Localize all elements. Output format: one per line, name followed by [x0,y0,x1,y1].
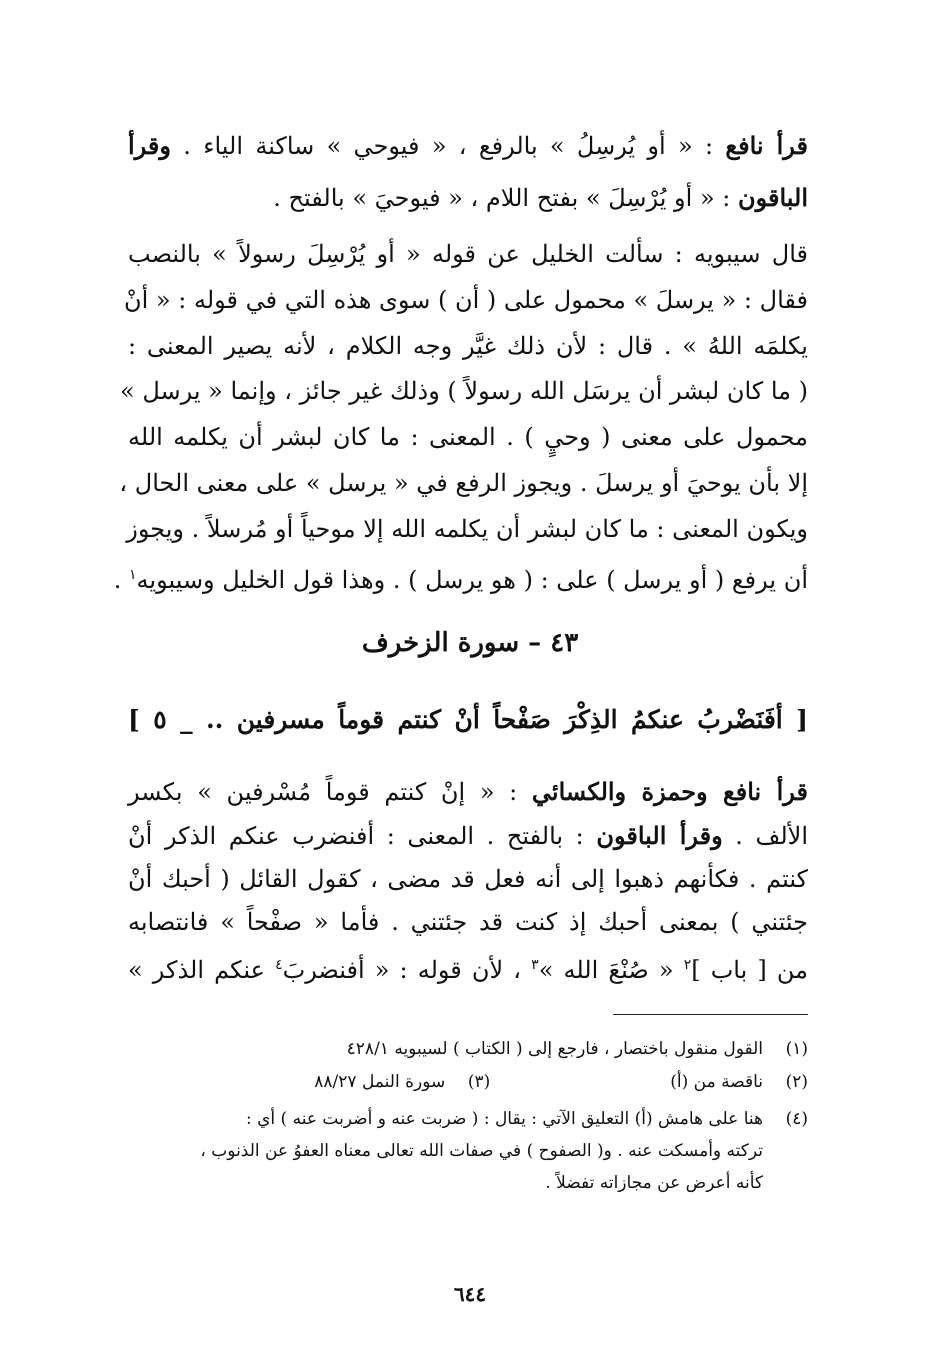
footnote-1: (١)القول منقول باختصار ، فارجع إلى ( الكتاب ) لسيبويه ٤٢٨/١ [128,1033,808,1065]
reader-name: قرأ نافع وحمزة والكسائي [531,777,808,806]
text-line: فقال : « يرسلَ » محمول على ( أن ) سوى هذه التي في قوله : « أنْ [124,285,808,314]
paragraph-sibawayh [113,232,808,603]
reader-name: قرأ نافع [725,131,808,160]
footnote-number: (١) [785,1039,808,1059]
footnote-number: (٣) [467,1072,491,1092]
footnote-number: (٢) [785,1072,808,1092]
text-line: الباقون : « أو يُرْسِلَ » بفتح اللام ، « فيوحيَ » بالفتح . [273,183,808,212]
footnote-ref: ٣ [531,957,539,973]
text-line: ( ما كان لبشر أن يرسَل الله رسولاً ) وذلك غير جائز ، وإنما « يرسل » [120,377,808,406]
reader-name: وقرأ [128,131,171,160]
text-line: محمول على معنى ( وحيٍ ) . المعنى : ما كان لبشر أن يكلمه الله [128,423,808,452]
footnote-ref: ٢ [683,957,692,973]
verse-quote: [ أفَنَضْربُ عنكمُ الذِكْرَ صَفْحاً أنْ كنتم قوماً مسرفين .. _ ٥ ] [128,705,808,734]
text-line: يكلمَه اللهُ » . قال : لأن ذلك غيَّر وجه الكلام ، لأنه يصير المعنى : [128,331,808,360]
footnote-ref: ١ [128,566,137,583]
text-line: قرأ نافع : « أو يُرسِلُ » بالرفع ، « فيوحي » ساكنة الياء . وقرأ [128,131,808,160]
text-line: ويكون المعنى : ما كان لبشر أن يكلمه الله إلا موحياً أو مُرسلاً . ويجوز [126,514,808,543]
footnote-number: (٤) [785,1109,808,1129]
page-number: ٦٤٤ [453,1282,487,1306]
reader-name: الباقون [737,183,808,212]
text-line: إلا بأن يوحيَ أو يرسلَ . ويجوز الرفع في « يرسل » على معنى الحال ، [119,468,808,497]
text-line: أن يرفع ( أو يرسل ) على : ( هو يرسل ) . وهذا قول الخليل وسيبويه$^١$ . [113,565,808,594]
footnote-4: (٤)هنا على هامش (أ) التعليق الآتي : يقال : ( ضربت عنه و أضربت عنه ) أي : تركته وأمسكت عنه . و( الصفوح ) في صفات الله تعالى معناه العفوُ عن الذنوب ، كأنه أعرض عن مجازاته تفضلاً . [128,1103,808,1199]
footnote-ref: ٤ [275,957,283,973]
paragraph-readings [128,120,808,224]
text-line: كنتم . فكأنهم ذهبوا إلى أنه فعل قد مضى ، كقول القائل ( أحبك أنْ [128,865,808,893]
footnote-2-3: (٢)ناقصة من (أ)(٣)سورة النمل ٨٨/٢٧ [128,1066,808,1098]
paragraph-zukhruf [128,770,808,992]
surah-heading: ٤٣ – سورة الزخرف [361,628,579,658]
footnote-separator [613,1014,808,1015]
text-line: قرأ نافع وحمزة والكسائي : « إنْ كنتم قوماً مُسْرفين » بكسر [128,777,808,806]
text-line: الألف . وقرأ الباقون : بالفتح . المعنى : أفنضرب عنكم الذكر أنْ [128,821,808,850]
text-line: من [ باب ]$^٢$ « صُنْعَ الله »$^٣$ ، لأن قوله : « أفنضربَ$^٤$ عنكم الذكر » [128,956,809,984]
text-line: جئتني ) بمعنى أحبك إذ كنت قد جئتني . فأما « صفْحاً » فانتصابه [128,908,808,936]
reader-name: وقرأ الباقون [596,821,723,850]
text-line: قال سيبويه : سألت الخليل عن قوله « أو يُرْسِلَ رسولاً » بالنصب [128,240,808,268]
